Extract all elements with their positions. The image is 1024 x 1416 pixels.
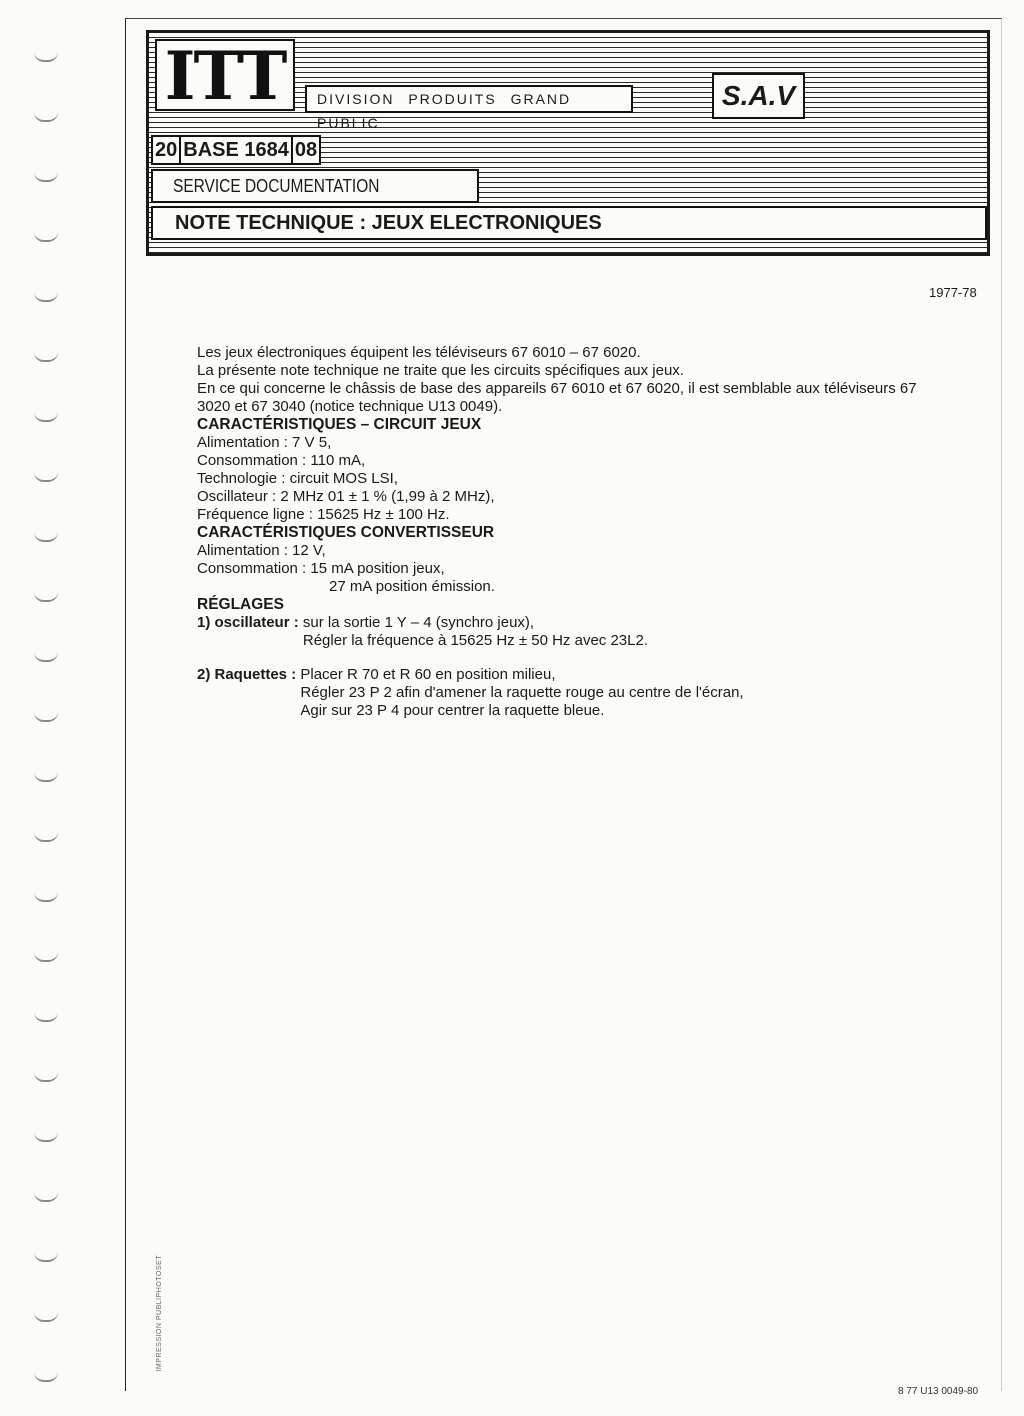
spec-item: Alimentation : 12 V, — [197, 542, 326, 559]
spec-item: Fréquence ligne : 15625 Hz ± 100 Hz. — [197, 506, 450, 523]
spec-item: Oscillateur : 2 MHz 01 ± 1 % (1,99 à 2 MHz), — [197, 488, 495, 505]
adjustment-line: Régler 23 P 2 afin d'amener la raquette rouge au centre de l'écran, — [300, 684, 744, 701]
spec-item: Consommation : 110 mA, — [197, 452, 366, 469]
intro-line-1: Les jeux électroniques équipent les téléviseurs 67 6010 – 67 6020. — [197, 344, 641, 361]
document-header — [146, 30, 990, 256]
spec-item: Alimentation : 7 V 5, — [197, 434, 332, 451]
ref-left: 20 — [151, 135, 181, 165]
section-heading-settings: RÉGLAGES — [197, 596, 284, 613]
spec-item: Technologie : circuit MOS LSI, — [197, 470, 398, 487]
section-heading-converter: CARACTÉRISTIQUES CONVERTISSEUR — [197, 524, 495, 541]
section-heading-circuit: CARACTÉRISTIQUES – CIRCUIT JEUX — [197, 416, 482, 433]
adjustment-line: sur la sortie 1 Y – 4 (synchro jeux), — [302, 614, 535, 631]
itt-logo: ITT — [155, 39, 295, 111]
spec-item: Consommation : 15 mA position jeux, — [197, 560, 445, 577]
adjustment-line: Agir sur 23 P 4 pour centrer la raquette bleue. — [300, 702, 605, 719]
spec-item-continued: 27 mA position émission. — [329, 578, 495, 595]
intro-line-3: En ce qui concerne le châssis de base des appareils 67 6010 et 67 6020, il est semblable aux téléviseurs 67 3020 et 67 3040 (notice technique U13 0049). — [197, 380, 917, 415]
note-title: NOTE TECHNIQUE : JEUX ELECTRONIQUES — [151, 206, 987, 240]
document-body — [197, 344, 937, 728]
adjustment-label: 1) oscillateur : — [197, 614, 303, 631]
division-label: DIVISION PRODUITS GRAND PUBLIC — [305, 85, 633, 113]
service-label: SERVICE DOCUMENTATION — [151, 169, 479, 203]
intro-line-2: La présente note technique ne traite que les circuits spécifiques aux jeux. — [197, 362, 684, 379]
reference-number — [151, 135, 319, 165]
adjustment-label: 2) Raquettes : — [197, 666, 301, 683]
adjustment-line: Régler la fréquence à 15625 Hz ± 50 Hz avec 23L2. — [302, 632, 648, 649]
ref-right: 08 — [291, 135, 321, 165]
adjustment-line: Placer R 70 et R 60 en position milieu, — [300, 666, 556, 683]
sav-label: S.A.V — [712, 73, 805, 119]
printer-credit: IMPRESSION PUBLIPHOTOSET — [156, 1255, 163, 1372]
footer-reference: 8 77 U13 0049-80 — [898, 1386, 979, 1397]
ref-mid: BASE 1684 — [179, 135, 293, 165]
document-year: 1977-78 — [929, 285, 977, 300]
adjustment-oscillator — [197, 614, 937, 650]
adjustment-raquettes — [197, 666, 937, 720]
